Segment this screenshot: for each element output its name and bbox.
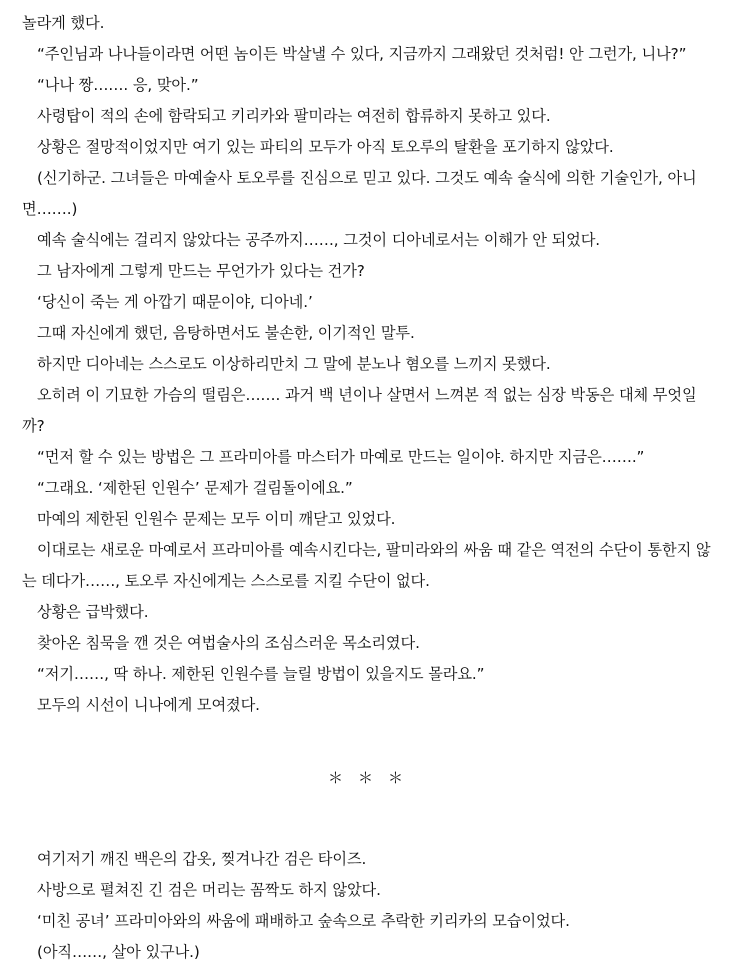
- paragraph: 그 남자에게 그렇게 만드는 무언가가 있다는 건가?: [37, 262, 365, 280]
- paragraph: ‘미친 공녀’ 프라미아와의 싸움에 패배하고 숲속으로 추락한 키리카의 모습이었다.: [37, 912, 570, 930]
- text-body-after-divider: [22, 844, 714, 968]
- paragraph: 상황은 급박했다.: [37, 603, 149, 621]
- paragraph: “그래요. ‘제한된 인원수’ 문제가 걸림돌이에요.”: [37, 479, 353, 497]
- paragraph: 이대로는 새로운 마예로서 프라미아를 예속시킨다는, 팔미라와의 싸움 때 같은 역전의 수단이 통한지 않는 데다가……, 토오루 자신에게는 스스로를 지킬 수단이 없다.: [22, 541, 711, 590]
- paragraph: “저기……, 딱 하나. 제한된 인원수를 늘릴 방법이 있을지도 몰라요.”: [37, 665, 485, 683]
- paragraph: 오히려 이 기묘한 가슴의 떨림은……. 과거 백 년이나 살면서 느껴본 적 없는 심장 박동은 대체 무엇일까?: [22, 386, 697, 435]
- paragraph: 마예의 제한된 인원수 문제는 모두 이미 깨닫고 있었다.: [37, 510, 396, 528]
- paragraph: ‘당신이 죽는 게 아깝기 때문이야, 디아네.’: [37, 293, 313, 311]
- spacer: [22, 721, 714, 767]
- spacer: [22, 788, 714, 844]
- paragraph: 여기저기 깨진 백은의 갑옷, 찢겨나간 검은 타이즈.: [37, 850, 367, 868]
- paragraph: 사방으로 펼쳐진 긴 검은 머리는 꼼짝도 하지 않았다.: [37, 881, 381, 899]
- paragraph: (신기하군. 그녀들은 마예술사 토오루를 진심으로 믿고 있다. 그것도 예속 술식에 의한 기술인가, 아니면…….): [22, 169, 697, 218]
- paragraph: 상황은 절망적이었지만 여기 있는 파티의 모두가 아직 토오루의 탈환을 포기하지 않았다.: [37, 138, 614, 156]
- paragraph: 모두의 시선이 니나에게 모여졌다.: [37, 696, 260, 714]
- paragraph: 찾아온 침묵을 깬 것은 여법술사의 조심스러운 목소리였다.: [37, 634, 420, 652]
- paragraph: 예속 술식에는 걸리지 않았다는 공주까지……, 그것이 디아네로서는 이해가 안 되었다.: [37, 231, 601, 249]
- paragraph: “나나 짱……. 응, 맞아.”: [37, 76, 199, 94]
- paragraph: (아직……, 살아 있구나.): [37, 943, 200, 961]
- scene-divider: ＊ ＊ ＊: [327, 769, 409, 787]
- paragraph: 그때 자신에게 했던, 음탕하면서도 불손한, 이기적인 말투.: [37, 324, 415, 342]
- paragraph: 놀라게 했다.: [22, 14, 105, 32]
- paragraph: 사령탑이 적의 손에 함락되고 키리카와 팔미라는 여전히 합류하지 못하고 있다.: [37, 107, 551, 125]
- paragraph: “먼저 할 수 있는 방법은 그 프라미아를 마스터가 마예로 만드는 일이야. 하지만 지금은…….”: [37, 448, 645, 466]
- text-body-before-divider: [22, 8, 714, 721]
- paragraph: “주인님과 나나들이라면 어떤 놈이든 박살낼 수 있다, 지금까지 그래왔던 것처럼! 안 그런가, 니나?”: [37, 45, 687, 63]
- paragraph: 하지만 디아네는 스스로도 이상하리만치 그 말에 분노나 혐오를 느끼지 못했다.: [37, 355, 551, 373]
